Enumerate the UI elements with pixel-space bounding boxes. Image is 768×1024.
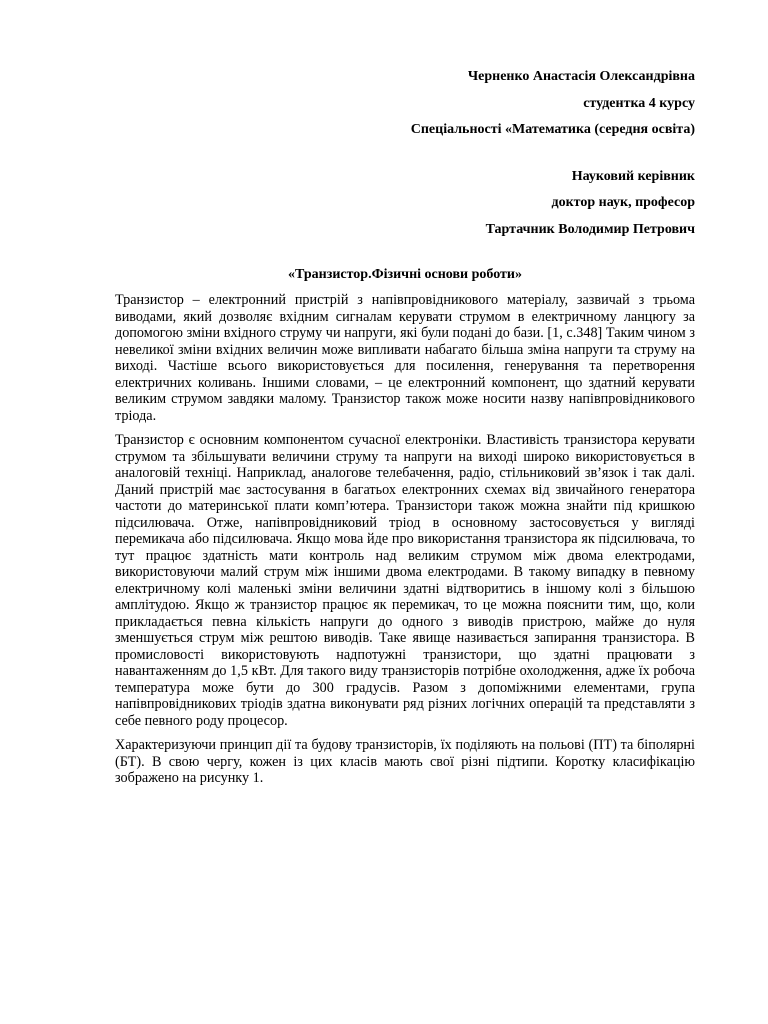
paragraph: Транзистор є основним компонентом сучасної електроніки. Властивість транзистора керувати струмом та збільшувати величини струму та напруги на виході широко використовується в аналоговій техніці. Наприклад, аналогове телебачення, радіо, стільниковий зв’язок і так далі. Даний пристрій має застосування в багатьох електронних схемах від звичайного генератора частоти до материнської плати комп’ютера. Транзистори також можна знайти під кришкою підсилювача. Отже, напівпровідниковий тріод в основному застосовується у вигляді перемикача або підсилювача. Якщо мова йде про використання транзистора як підсилювача, то тут працює здатність мати контроль над великим струмом між двома електродами, використовуючи малий струм між іншими двома електродами. В такому випадку в певному електричному колі маленькі зміни величини здатні відтворитись в іншому колі з більшою амплітудою. Якщо ж транзистор працює як перемикач, то це можна пояснити тим, що, коли прикладається певна кількість напруги до одного з виводів пристрою, майже до нуля зменшується струм між рештою виводів. Таке явище називається запирання транзистора. В промисловості використовують надпотужні транзистори, що здатні працювати з навантаженням до 1,5 кВт. Для такого виду транзисторів потрібне охолодження, адже їх робоча температура може бути до 300 градусів. Разом з допоміжними елементами, група напівпровідникових тріодів здатна виконувати ряд різних логічних операцій та представляти з себе певного роду процесор. <box>115 432 695 729</box>
author-name: Черненко Анастасія Олександрівна <box>467 69 695 84</box>
author-specialty: Спеціальності «Математика (середня освіта) <box>410 122 695 137</box>
document-page <box>115 64 695 795</box>
supervisor-role: Науковий керівник <box>571 168 695 184</box>
author-status: студентка 4 курсу <box>583 95 695 111</box>
supervisor-name: Тартачник Володимир Петрович <box>485 221 695 237</box>
spacer <box>115 144 695 164</box>
paragraph: Транзистор – електронний пристрій з напівпровідникового матеріалу, зазвичай з трьома виводами, який дозволяє вхідним сигналам керувати струмом в електричному ланцюгу за допомогою зміни вхідного струму чи напруги, які були подані до бази. [1, с.348] Таким чином з невеликої зміни вхідних величин може випливати набагато більша зміна напруги та струму на виході. Частіше всього використовується для посилення, генерування та перетворення електричних коливань. Іншими словами, – це електронний компонент, що здатний керувати великим струмом завдяки малому. Транзистор також може носити назву напівпровідникового тріода. <box>115 292 695 424</box>
document-title: «Транзистор.Фізичні основи роботи» <box>288 267 522 282</box>
paragraph: Характеризуючи принцип дії та будову транзисторів, їх поділяють на польові (ПТ) та біполярні (БТ). В свою чергу, кожен із цих класів мають свої різні підтипи. Коротку класифікацію зображено на рисунку 1. <box>115 737 695 786</box>
supervisor-degree: доктор наук, професор <box>551 195 695 210</box>
